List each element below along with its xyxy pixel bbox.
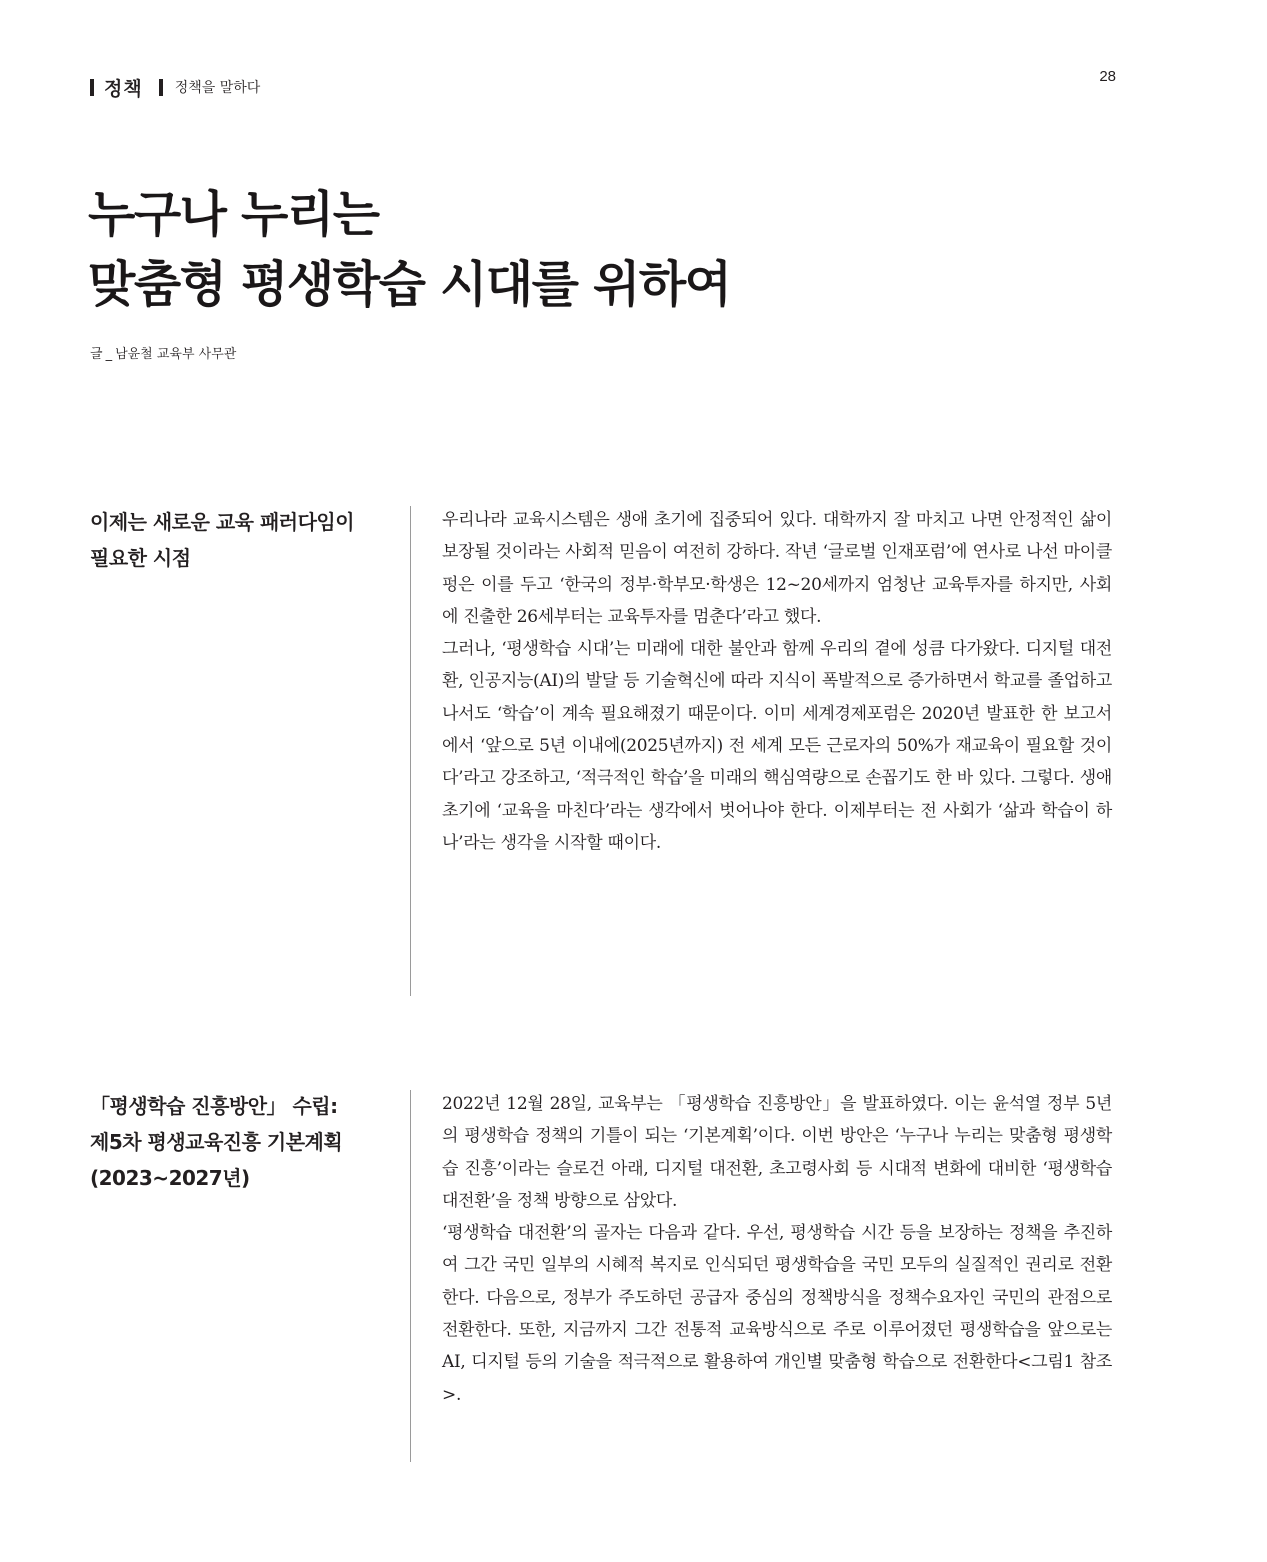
section-divider [410, 506, 411, 996]
section-tag [90, 74, 260, 100]
section-name: 정책 [104, 77, 143, 100]
byline-prefix: 글 [90, 347, 103, 362]
article-title [88, 180, 731, 320]
page-number: 28 [1099, 68, 1116, 85]
byline-author: 남윤철 교육부 사무관 [115, 347, 237, 362]
body-paragraph: 우리나라 교육시스템은 생애 초기에 집중되어 있다. 대학까지 잘 마치고 나면 안정적인 삶이 보장될 것이라는 사회적 믿음이 여전히 강하다. 작년 ‘글로벌 인재포럼’에 연사로 나선 마이클 펑은 이를 두고 ‘한국의 정부·학부모·학생은 12~20세까지 엄청난 교육투자를 하지만, 사회에 진출한 26세부터는 교육투자를 멈춘다’라고 했다. [442, 510, 1112, 627]
subsection-name: 정책을 말하다 [174, 80, 261, 96]
section-heading [90, 504, 390, 576]
body-paragraph: ‘평생학습 대전환’의 골자는 다음과 같다. 우선, 평생학습 시간 등을 보장하는 정책을 추진하여 그간 국민 일부의 시혜적 복지로 인식되던 평생학습을 국민 모두의 실질적인 권리로 전환한다. 다음으로, 정부가 주도하던 공급자 중심의 정책방식을 정책수요자인 국민의 관점으로 전환한다. 또한, 지금까지 그간 전통적 교육방식으로 주로 이루어졌던 평생학습을 앞으로는 AI, 디지털 등의 기술을 적극적으로 활용하여 개인별 맞춤형 학습으로 전환한다<그림1 참조>. [442, 1223, 1112, 1405]
section-heading-line: 「평생학습 진흥방안」 수립: [90, 1094, 338, 1118]
title-line: 맞춤형 평생학습 시대를 위하여 [88, 256, 731, 313]
section-heading-line: 제5차 평생교육진흥 기본계획 [90, 1130, 343, 1154]
section-heading-line: 이제는 새로운 교육 패러다임이 [90, 510, 355, 534]
section-body [442, 504, 1112, 859]
body-paragraph: 그러나, ‘평생학습 시대’는 미래에 대한 불안과 함께 우리의 곁에 성큼 다가왔다. 디지털 대전환, 인공지능(AI)의 발달 등 기술혁신에 따라 지식이 폭발적으로 증가하면서 학교를 졸업하고 나서도 ‘학습’이 계속 필요해졌기 때문이다. 이미 세계경제포럼은 2020년 발표한 한 보고서에서 ‘앞으로 5년 이내에(2025년까지) 전 세계 모든 근로자의 50%가 재교육이 필요할 것이다’라고 강조하고, ‘적극적인 학습’을 미래의 핵심역량으로 손꼽기도 한 바 있다. 그렇다. 생애 초기에 ‘교육을 마친다’라는 생각에서 벗어나야 한다. 이제부터는 전 사회가 ‘삶과 학습이 하나’라는 생각을 시작할 때이다. [442, 639, 1112, 853]
section-heading [90, 1088, 390, 1196]
section-heading-line: 필요한 시점 [90, 546, 191, 570]
section-bar-right [159, 79, 163, 96]
body-paragraph: 2022년 12월 28일, 교육부는 「평생학습 진흥방안」을 발표하였다. 이는 윤석열 정부 5년의 평생학습 정책의 기틀이 되는 ‘기본계획’이다. 이번 방안은 ‘누구나 누리는 맞춤형 평생학습 진흥’이라는 슬로건 아래, 디지털 대전환, 초고령사회 등 시대적 변화에 대비한 ‘평생학습 대전환’을 정책 방향으로 삼았다. [442, 1094, 1112, 1211]
title-line: 누구나 누리는 [88, 186, 379, 243]
section-bar-left [90, 79, 94, 96]
section-body [442, 1088, 1112, 1411]
byline-separator: _ [105, 347, 113, 362]
section-heading-line: (2023~2027년) [90, 1166, 250, 1190]
section-divider [410, 1090, 411, 1462]
byline [90, 343, 236, 362]
